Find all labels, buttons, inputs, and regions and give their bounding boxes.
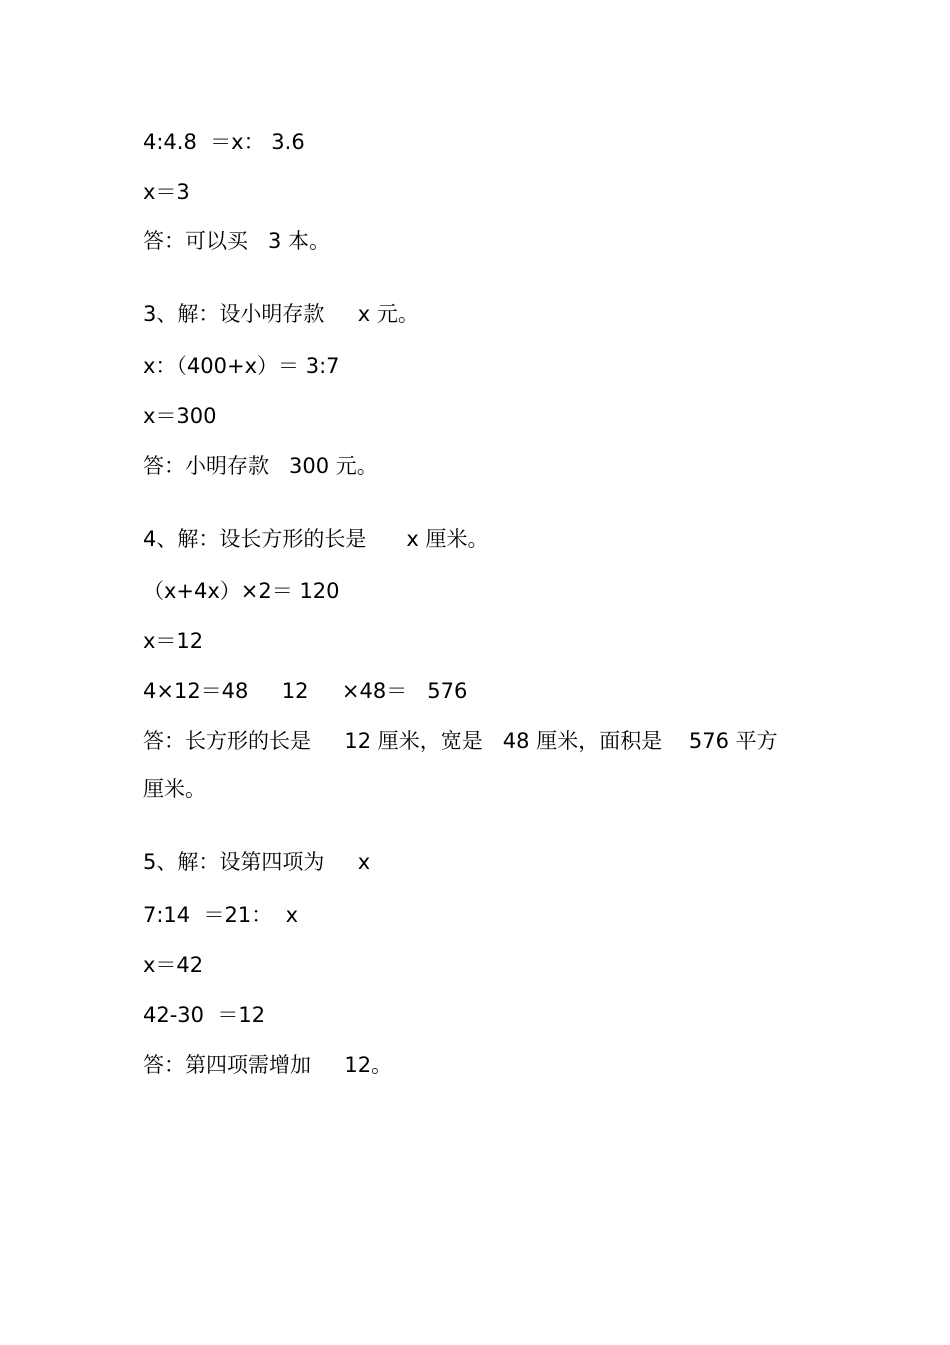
answer-line: 答：第四项需增加 12。 bbox=[143, 1053, 393, 1077]
calculation-line: 4×12＝48 12 ×48＝ 576 bbox=[143, 679, 468, 703]
equation-line: （x+4x）×2＝ 120 bbox=[143, 579, 340, 603]
solution-line: x＝3 bbox=[143, 180, 190, 204]
problem-5-setup: 5、解：设第四项为 x bbox=[143, 850, 371, 874]
answer-line: 答：小明存款 300 元。 bbox=[143, 454, 378, 478]
equation-line: x：（400+x）＝ 3:7 bbox=[143, 354, 340, 378]
solution-line: x＝300 bbox=[143, 404, 217, 428]
solution-line: x＝12 bbox=[143, 629, 204, 653]
equation-line: 4:4.8 ＝x： 3.6 bbox=[143, 130, 305, 154]
solution-line: x＝42 bbox=[143, 953, 204, 977]
problem-4-setup: 4、解：设长方形的长是 x 厘米。 bbox=[143, 527, 489, 551]
problem-3-setup: 3、解：设小明存款 x 元。 bbox=[143, 302, 419, 326]
answer-line-continued: 厘米。 bbox=[143, 777, 206, 801]
calculation-line: 42-30 ＝12 bbox=[143, 1003, 266, 1027]
answer-line: 答：长方形的长是 12 厘米，宽是 48 厘米，面积是 576 平方 bbox=[143, 729, 778, 753]
answer-line: 答：可以买 3 本。 bbox=[143, 229, 331, 253]
equation-line: 7:14 ＝21： x bbox=[143, 903, 299, 927]
